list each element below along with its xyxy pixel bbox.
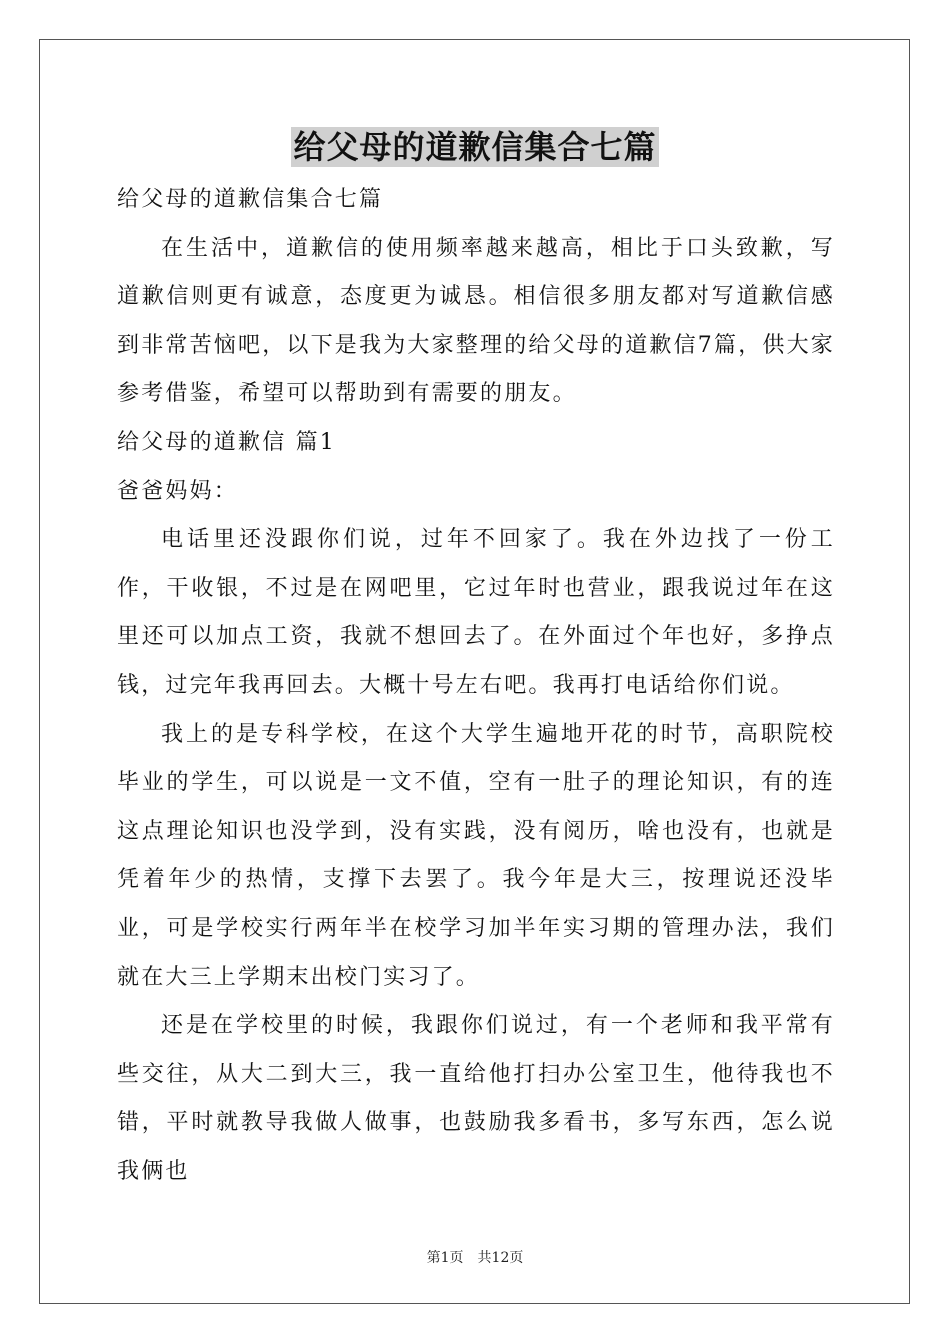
paragraph-body: 我上的是专科学校，在这个大学生遍地开花的时节，高职院校毕业的学生，可以说是一文不值，空有一肚子的理论知识，有的连这点理论知识也没学到，没有实践，没有阅历，啥也没有，也就是凭着年少的热情，支撑下去罢了。我今年是大三，按理说还没毕业，可是学校实行两年半在校学习加半年实习期的管理办法，我们就在大三上学期末出校门实习了。 — [117, 721, 835, 990]
paragraph-subtitle: 给父母的道歉信集合七篇 — [117, 187, 384, 212]
section-heading: 给父母的道歉信 篇1 — [117, 429, 336, 455]
paragraph-body: 还是在学校里的时候，我跟你们说过，有一个老师和我平常有些交往，从大二到大三，我一直给他打扫办公室卫生，他待我也不错，平时就教导我做人做事，也鼓励我多看书，多写东西，怎么说我俩也 — [117, 1013, 835, 1184]
page-number: 第1页 — [426, 1250, 464, 1266]
page-total: 共12页 — [477, 1250, 524, 1266]
paragraph-intro: 在生活中，道歉信的使用频率越来越高，相比于口头致歉，写道歉信则更有诚意，态度更为诚恳。相信很多朋友都对写道歉信感到非常苦恼吧，以下是我为大家整理的给父母的道歉信7篇，供大家参考借鉴，希望可以帮助到有需要的朋友。 — [117, 235, 835, 407]
paragraph-body: 电话里还没跟你们说，过年不回家了。我在外边找了一份工作，干收银，不过是在网吧里，它过年时也营业，跟我说过年在这里还可以加点工资，我就不想回去了。在外面过个年也好，多挣点钱，过完年我再回去。大概十号左右吧。我再打电话给你们说。 — [117, 527, 835, 698]
page-footer — [0, 1249, 950, 1267]
document-body — [117, 176, 835, 1196]
title-area — [0, 127, 950, 167]
document-title: 给父母的道歉信集合七篇 — [293, 128, 657, 166]
letter-salutation: 爸爸妈妈： — [117, 478, 239, 504]
